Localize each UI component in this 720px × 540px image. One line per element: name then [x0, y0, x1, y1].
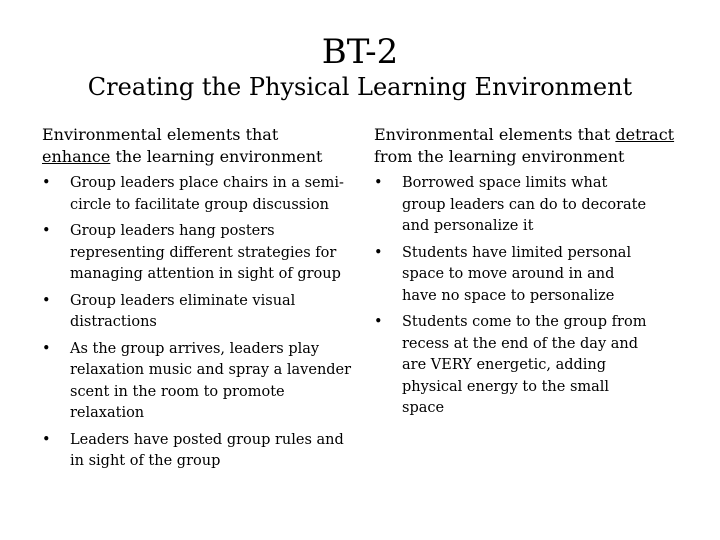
- list-item: [374, 173, 652, 238]
- bullet-icon: •: [374, 175, 383, 191]
- list-item: [42, 221, 352, 286]
- list-item: [42, 291, 352, 334]
- enhance-column: [42, 124, 360, 478]
- slide-subtitle: Creating the Physical Learning Environment: [87, 73, 633, 101]
- bullet-icon: •: [42, 223, 51, 239]
- enhance-column-heading: [42, 124, 360, 168]
- bullet-icon: •: [42, 431, 51, 448]
- list-item: [42, 173, 352, 216]
- list-item-text: Group leaders place chairs in a semi-circle to facilitate group discussion: [70, 175, 344, 213]
- bullet-icon: •: [374, 314, 383, 330]
- bullet-icon: •: [42, 175, 51, 191]
- list-item-text: As the group arrives, leaders play relaxation music and spray a lavender scent in the room to promote relaxation: [70, 340, 352, 421]
- bullet-icon: •: [42, 340, 51, 357]
- detract-heading-pre: Environmental elements that: [374, 125, 611, 144]
- bullet-icon: •: [374, 244, 383, 261]
- detract-list: [374, 173, 712, 420]
- detract-heading-post: from the learning environment: [374, 147, 625, 166]
- enhance-list: [42, 173, 360, 473]
- list-item: [42, 339, 352, 425]
- detract-column-heading: [374, 124, 712, 168]
- enhance-heading-pre: Environmental elements that: [42, 125, 279, 144]
- list-item: [374, 243, 652, 308]
- list-item-text: Students have limited personal space to move around in and have no space to personalize: [402, 244, 632, 304]
- title-block: [0, 32, 720, 102]
- list-item-text: Students come to the group from recess at the end of the day and are VERY energetic, adding physical energy to the small space: [402, 314, 647, 416]
- slide-title: BT-2: [321, 32, 399, 72]
- bullet-icon: •: [42, 292, 51, 309]
- enhance-heading-post: the learning environment: [115, 147, 323, 166]
- enhance-heading-key: enhance: [42, 147, 111, 166]
- list-item-text: Group leaders hang posters representing different strategies for managing attention in sight of group: [70, 223, 341, 282]
- list-item-text: Group leaders eliminate visual distractions: [70, 292, 296, 330]
- detract-heading-key: detract: [615, 125, 675, 144]
- list-item-text: Leaders have posted group rules and in sight of the group: [70, 431, 344, 469]
- list-item: [374, 312, 652, 420]
- list-item-text: Borrowed space limits what group leaders can do to decorate and personalize it: [402, 175, 647, 234]
- detract-column: [374, 124, 712, 425]
- list-item: [42, 430, 352, 473]
